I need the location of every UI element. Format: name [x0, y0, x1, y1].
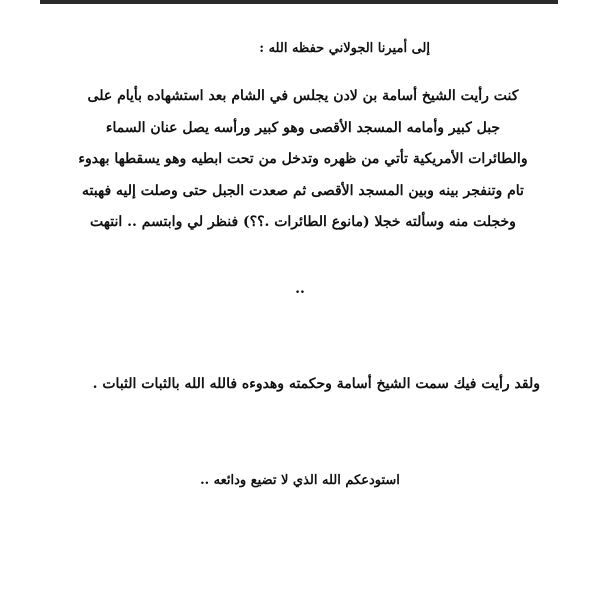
body-line-5: وخجلت منه وسألته خجلا (مانوع الطائرات .؟؟) فنظر لي وابتسم .. انتهت: [90, 214, 516, 230]
top-border-line: [40, 0, 558, 4]
farewell-line: استودعكم الله الذي لا تضيع ودائعه ..: [200, 473, 400, 488]
body-line-6: ..: [295, 281, 305, 297]
body-line-1: كنت رأيت الشيخ أسامة بن لادن يجلس في الشام بعد استشهاده بأيام على: [87, 88, 519, 104]
body-line-2: جبل كبير وأمامه المسجد الأقصى وهو كبير ورأسه يصل عنان السماء: [105, 120, 501, 136]
body-line-4: تام وتنفجر بينه وبين المسجد الأقصى ثم صعدت الجبل حتى وصلت إليه فهبته: [82, 183, 524, 199]
letter-heading: إلى أميرنا الجولاني حفظه الله :: [259, 41, 430, 56]
closing-line: ولقد رأيت فيك سمت الشيخ أسامة وحكمته وهدوءه فالله الله بالثبات الثبات .: [92, 376, 540, 392]
body-line-3: والطائرات الأمريكية تأتي من ظهره وتدخل من تحت ابطيه وهو يسقطها بهدوء: [78, 151, 528, 167]
